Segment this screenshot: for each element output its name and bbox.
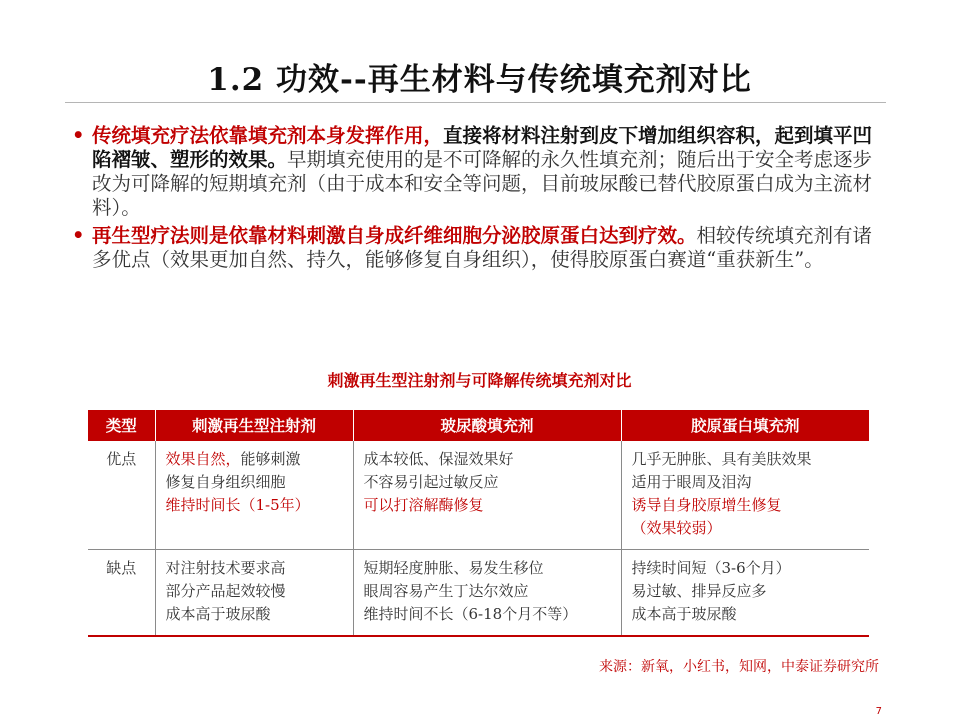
cell-line: 适用于眼周及泪沟 — [631, 473, 752, 491]
cell-line — [166, 448, 353, 471]
bullet-marker: • — [72, 124, 85, 147]
cell-line: （效果较弱） — [631, 519, 722, 537]
title-divider — [65, 102, 886, 103]
cell-line: 对注射技术要求高 — [165, 559, 286, 577]
cell-line-red-part: 效果自然， — [165, 450, 241, 468]
source-note: 来源：新氧，小红书，知网，中泰证券研究所 — [599, 659, 879, 675]
row-label: 缺点 — [88, 550, 155, 637]
bullet-item — [72, 224, 882, 272]
table-row-pros — [88, 441, 869, 550]
table-caption: 刺激再生型注射剂与可降解传统填充剂对比 — [327, 371, 632, 390]
header-regenerative: 刺激再生型注射剂 — [155, 410, 353, 441]
cell-hyaluronic-pros — [353, 441, 621, 550]
cell-line: 诱导自身胶原增生修复 — [631, 496, 782, 514]
cell-collagen-cons — [621, 550, 869, 637]
cell-regenerative-cons — [155, 550, 353, 637]
bullet-body: 早期填充使用的是不可降解的永久性填充剂；随后出于安全考虑逐步改为可降解的短期填充剂（由于成本和安全等问题，目前玻尿酸已替代胶原蛋白成为主流材料）。 — [92, 148, 873, 219]
cell-line: 易过敏、排异反应多 — [631, 582, 767, 600]
header-hyaluronic: 玻尿酸填充剂 — [353, 410, 621, 441]
cell-line: 短期轻度肿胀、易发生移位 — [363, 559, 544, 577]
cell-line: 修复自身组织细胞 — [165, 473, 286, 491]
bullet-list — [72, 124, 882, 276]
cell-line: 眼周容易产生丁达尔效应 — [363, 582, 529, 600]
header-type: 类型 — [88, 410, 155, 441]
header-collagen: 胶原蛋白填充剂 — [621, 410, 869, 441]
cell-line: 成本高于玻尿酸 — [165, 605, 271, 623]
table-header-row — [88, 410, 869, 441]
cell-line: 维持时间不长（6-18个月不等） — [363, 605, 578, 623]
cell-line: 维持时间长（1-5年） — [165, 496, 310, 514]
cell-hyaluronic-cons — [353, 550, 621, 637]
bullet-marker: • — [72, 224, 85, 247]
cell-line: 成本高于玻尿酸 — [631, 605, 737, 623]
cell-collagen-pros — [621, 441, 869, 550]
table-row-cons — [88, 550, 869, 637]
cell-line: 不容易引起过敏反应 — [363, 473, 499, 491]
cell-line: 持续时间短（3-6个月） — [631, 559, 791, 577]
bullet-lead-red: 传统填充疗法依靠填充剂本身发挥作用， — [92, 124, 444, 147]
bullet-lead-red: 再生型疗法则是依靠材料刺激自身成纤维细胞分泌胶原蛋白达到疗效。 — [92, 224, 697, 247]
comparison-table — [88, 410, 869, 637]
bullet-item — [72, 124, 882, 220]
cell-regenerative-pros — [155, 441, 353, 550]
bullet-body: 相较传统填充剂有诸多优点（效果更加自然、持久，能够修复自身组织），使得胶原蛋白赛道“重获新生”。 — [92, 224, 873, 271]
page-number: 7 — [875, 706, 882, 717]
cell-line: 部分产品起效较慢 — [165, 582, 286, 600]
cell-line: 成本较低、保湿效果好 — [363, 450, 514, 468]
page-title: 1.2 功效--再生材料与传统填充剂对比 — [207, 62, 752, 98]
cell-line: 几乎无肿胀、具有美肤效果 — [631, 450, 812, 468]
cell-line-rest: 能够刺激 — [240, 450, 301, 468]
bullet-lead-bold: 直接将材料注射到皮下增加组织容积，起到填平凹陷褶皱、塑形的效果。 — [92, 124, 873, 171]
row-label: 优点 — [88, 441, 155, 550]
cell-line: 可以打溶解酶修复 — [363, 496, 484, 514]
